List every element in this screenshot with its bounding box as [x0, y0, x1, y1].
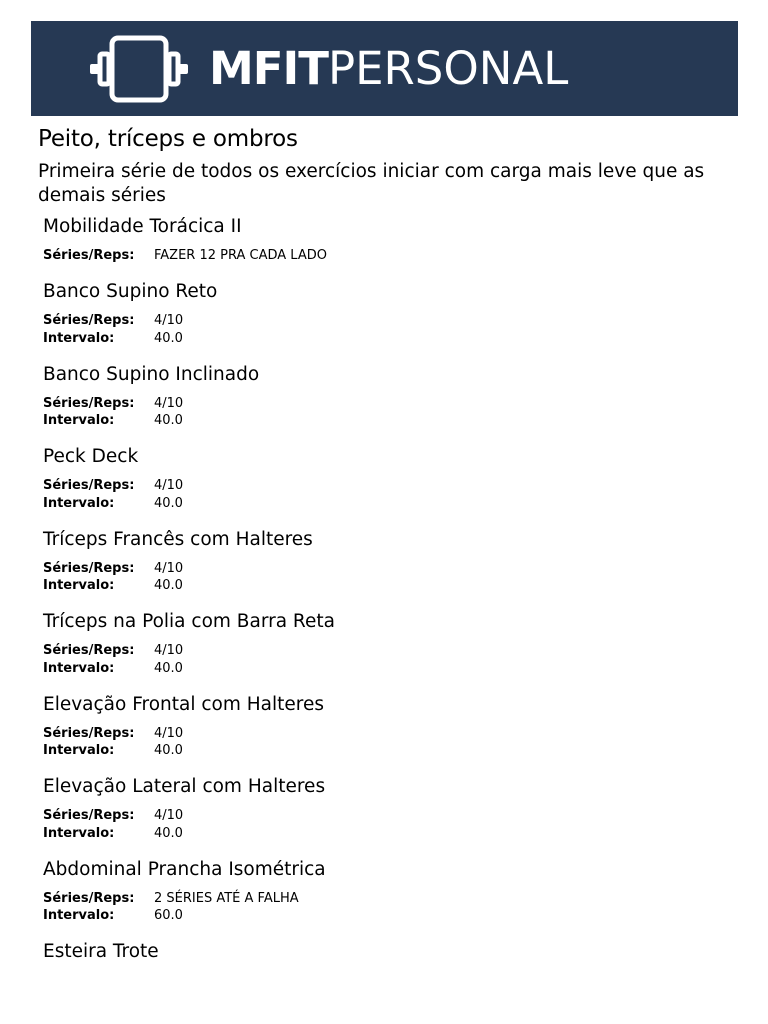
- exercise-item: [43, 857, 733, 940]
- exercise-name: Banco Supino Reto: [43, 281, 218, 302]
- interval-row-label: Intervalo:: [43, 330, 115, 346]
- sets-reps-row-value: 4/10: [154, 643, 184, 658]
- exercise-item: [43, 609, 733, 692]
- exercise-details: [43, 312, 733, 347]
- exercise-item: [43, 444, 733, 527]
- interval-row: [43, 742, 733, 760]
- interval-row-value: 40.0: [154, 660, 183, 676]
- sets-reps-row-label: Séries/Reps:: [43, 395, 135, 411]
- workout-note: Primeira série de todos os exercícios iniciar com carga mais leve que as demais séries: [38, 161, 705, 206]
- sets-reps-row-value: 4/10: [154, 808, 184, 823]
- brand-banner: [31, 21, 738, 116]
- sets-reps-row: [43, 477, 733, 495]
- exercise-name: Elevação Lateral com Halteres: [43, 776, 326, 797]
- interval-row: [43, 825, 733, 843]
- interval-row-value: 60.0: [154, 908, 183, 923]
- interval-row-value: 40.0: [154, 413, 183, 428]
- interval-row-value: 40.0: [154, 330, 183, 346]
- interval-row-label: Intervalo:: [43, 495, 115, 511]
- interval-row-label: Intervalo:: [43, 908, 115, 923]
- exercise-details: [43, 807, 733, 842]
- interval-row-label: Intervalo:: [43, 413, 115, 428]
- interval-row: [43, 412, 733, 430]
- sets-reps-row-value: 4/10: [154, 313, 184, 328]
- interval-row: [43, 577, 733, 595]
- sets-reps-row-label: Séries/Reps:: [43, 808, 135, 823]
- exercise-details: [43, 395, 733, 430]
- exercise-name: Esteira Trote: [43, 941, 159, 962]
- interval-row-label: Intervalo:: [43, 743, 115, 758]
- sets-reps-row: [43, 395, 733, 413]
- sets-reps-row-label: Séries/Reps:: [43, 560, 135, 576]
- sets-reps-row-label: Séries/Reps:: [43, 725, 135, 741]
- exercise-item: [43, 362, 733, 445]
- interval-row: [43, 330, 733, 348]
- exercise-name: Abdominal Prancha Isométrica: [43, 858, 326, 880]
- exercise-details: [43, 725, 733, 760]
- interval-row-value: 40.0: [154, 495, 183, 511]
- interval-row-value: 40.0: [154, 743, 183, 758]
- exercise-details: [43, 477, 733, 512]
- sets-reps-row: [43, 642, 733, 660]
- interval-row-value: 40.0: [154, 825, 183, 841]
- exercise-name: Mobilidade Torácica II: [43, 216, 242, 237]
- interval-row-value: 40.0: [154, 578, 183, 593]
- sets-reps-row-value: 4/10: [154, 560, 184, 576]
- sets-reps-row-label: Séries/Reps:: [43, 313, 135, 328]
- sets-reps-row: [43, 312, 733, 330]
- sets-reps-row: [43, 247, 733, 265]
- exercise-details: [43, 247, 733, 265]
- sets-reps-row-value: FAZER 12 PRA CADA LADO: [154, 248, 327, 263]
- exercise-details: [43, 560, 733, 595]
- exercise-item: [43, 214, 733, 279]
- exercise-name: Tríceps na Polia com Barra Reta: [43, 611, 335, 632]
- exercise-list: [43, 214, 733, 1022]
- brand-name-bold: MFIT: [209, 42, 328, 95]
- exercise-details: [43, 890, 733, 925]
- exercise-name: Tríceps Francês com Halteres: [43, 528, 313, 550]
- exercise-item: [43, 527, 733, 610]
- interval-row-label: Intervalo:: [43, 825, 115, 841]
- sets-reps-row-value: 4/10: [154, 395, 184, 411]
- sets-reps-row-label: Séries/Reps:: [43, 890, 135, 906]
- exercise-item: [43, 279, 733, 362]
- sets-reps-row: [43, 807, 733, 825]
- exercise-details: [43, 642, 733, 677]
- sets-reps-row-value: 2 SÉRIES ATÉ A FALHA: [154, 890, 299, 906]
- sets-reps-row-label: Séries/Reps:: [43, 643, 135, 658]
- brand-logo-text: [209, 21, 568, 116]
- exercise-name: Elevação Frontal com Halteres: [43, 693, 324, 715]
- interval-row-label: Intervalo:: [43, 660, 115, 676]
- sets-reps-row-value: 4/10: [154, 478, 184, 493]
- sets-reps-row-value: 4/10: [154, 725, 184, 741]
- sets-reps-row: [43, 560, 733, 578]
- sets-reps-row: [43, 890, 733, 908]
- sets-reps-row: [43, 725, 733, 743]
- exercise-name: Peck Deck: [43, 446, 139, 467]
- interval-row-label: Intervalo:: [43, 578, 115, 593]
- sets-reps-row-label: Séries/Reps:: [43, 478, 135, 493]
- exercise-item: [43, 774, 733, 857]
- exercise-name: Banco Supino Inclinado: [43, 363, 260, 385]
- dumbbell-icon: [89, 35, 189, 103]
- interval-row: [43, 660, 733, 678]
- interval-row: [43, 907, 733, 925]
- exercise-item: [43, 939, 733, 1022]
- brand-name-light: PERSONAL: [327, 42, 569, 95]
- interval-row: [43, 495, 733, 513]
- workout-title: Peito, tríceps e ombros: [38, 126, 298, 152]
- sets-reps-row-label: Séries/Reps:: [43, 248, 135, 263]
- exercise-item: [43, 692, 733, 775]
